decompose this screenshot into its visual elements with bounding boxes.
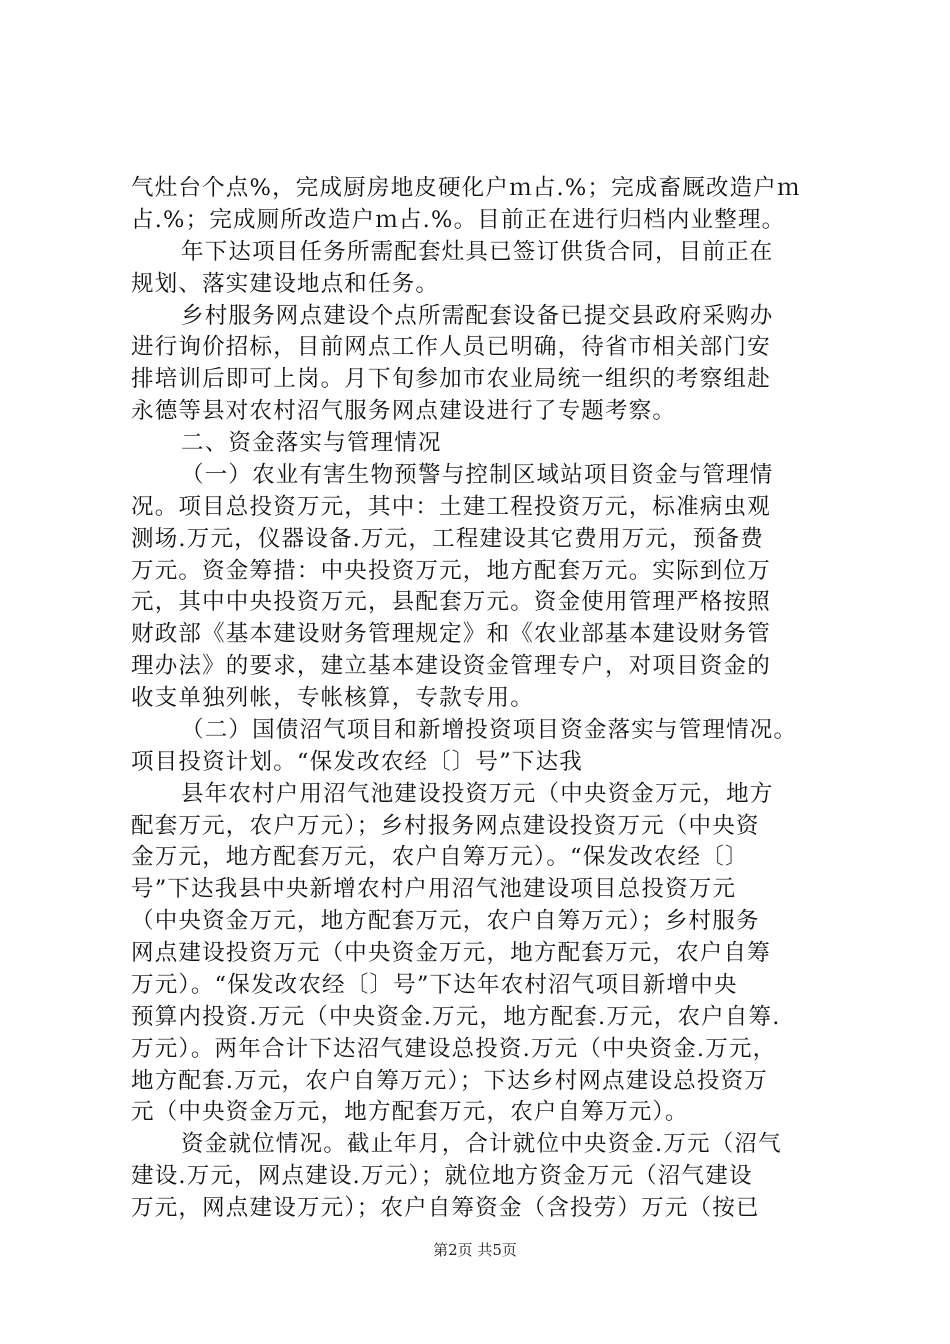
- text-line: 金万元，地方配套万元，农户自筹万元）。“保发改农经〔〕: [131, 844, 749, 870]
- text-line: 万元）。“保发改农经〔〕号”下达年农村沼气项目新增中央: [131, 972, 738, 998]
- text-line: （二）国债沼气项目和新增投资项目资金落实与管理情况。: [181, 717, 798, 743]
- text-line: 收支单独列帐，专帐核算，专款专用。: [131, 685, 534, 711]
- text-line: 万元）。两年合计下达沼气建设总投资.万元（中央资金.万元，: [131, 1036, 777, 1062]
- text-line: 万元。资金筹措：中央投资万元，地方配套万元。实际到位万: [131, 558, 771, 584]
- text-line: 地方配套.万元，农户自筹万元）；下达乡村网点建设总投资万: [131, 1068, 769, 1094]
- text-line: 号”下达我县中央新增农村户用沼气池建设项目总投资万元: [131, 876, 737, 902]
- text-line: 元（中央资金万元，地方配套万元，农户自筹万元）。: [131, 1099, 689, 1125]
- text-line: 项目投资计划。“保发改农经〔〕号”下达我: [131, 749, 584, 775]
- text-line: 理办法》的要求，建立基本建设资金管理专户，对项目资金的: [131, 653, 771, 679]
- text-line: 排培训后即可上岗。月下旬参加市农业局统一组织的考察组赴: [131, 366, 771, 392]
- text-line: 县年农村户用沼气池建设投资万元（中央资金万元，地方: [181, 781, 774, 807]
- text-line: 建设.万元，网点建设.万元）；就位地方资金万元（沼气建设: [131, 1163, 753, 1189]
- text-line: 永德等县对农村沼气服务网点建设进行了专题考察。: [131, 398, 677, 424]
- text-line: 进行询价招标，目前网点工作人员已明确，待省市相关部门安: [131, 334, 771, 360]
- text-line: 财政部《基本建设财务管理规定》和《农业部基本建设财务管: [131, 621, 771, 647]
- text-line: 况。项目总投资万元，其中：土建工程投资万元，标准病虫观: [131, 494, 771, 520]
- text-line: （中央资金万元，地方配套万元，农户自筹万元）；乡村服务: [131, 908, 760, 934]
- text-line: 元，其中中央投资万元，县配套万元。资金使用管理严格按照: [131, 589, 771, 615]
- text-line: 占.%；完成厕所改造户ｍ占.%。目前正在进行归档内业整理。: [131, 207, 786, 233]
- text-line: 网点建设投资万元（中央资金万元，地方配套万元，农户自筹: [131, 940, 771, 966]
- text-line: 预算内投资.万元（中央资金.万元，地方配套.万元，农户自筹.: [131, 1004, 781, 1030]
- text-line: 配套万元，农户万元）；乡村报务网点建设投资万元（中央资: [131, 813, 760, 839]
- text-line: 气灶台个点%，完成厨房地皮硬化户ｍ占.%；完成畜厩改造户ｍ: [131, 175, 801, 201]
- text-line: （一）农业有害生物预警与控制区域站项目资金与管理情: [181, 462, 774, 488]
- text-line: 规划、落实建设地点和任务。: [131, 271, 440, 297]
- text-line: 乡村服务网点建设个点所需配套设备已提交县政府采购办: [181, 303, 774, 329]
- text-line: 万元，网点建设万元）；农户自筹资金（含投劳）万元（按已: [131, 1195, 760, 1221]
- text-line: 资金就位情况。截止年月，合计就位中央资金.万元（沼气: [181, 1131, 782, 1157]
- text-line: 测场.万元，仪器设备.万元，工程建设其它费用万元，预备费: [131, 526, 764, 552]
- page-number-footer: 第2页 共5页: [433, 1241, 517, 1259]
- text-line: 年下达项目任务所需配套灶具已签订供货合同，目前正在: [181, 239, 774, 265]
- section-heading: 二、资金落实与管理情况: [181, 430, 442, 456]
